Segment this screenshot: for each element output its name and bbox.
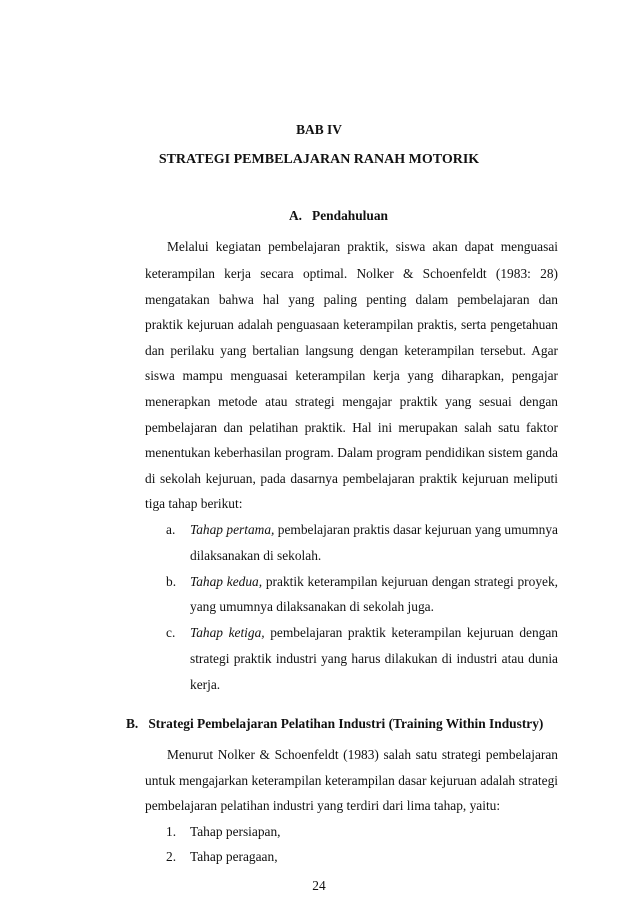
list-item-line [190,522,558,539]
chapter-label: BAB IV [296,122,342,137]
paragraph-line: dan perilaku yang bertalian langsung dengan keterampilan tersebut. Agar [145,343,558,358]
list-item-line [190,574,558,591]
paragraph-line: tiga tahap berikut: [145,496,243,511]
list-marker: c. [166,625,176,640]
list-item-line: kerja. [190,677,221,692]
list-item-text: pembelajaran praktik keterampilan kejuruan dengan [264,625,558,640]
paragraph-line: di sekolah kejuruan, pada dasarnya pembelajaran praktik kejuruan meliputi [145,471,558,486]
page-number: 24 [312,878,326,893]
paragraph-line: siswa mampu menguasai keterampilan kerja yang diharapkan, pengajar [145,368,558,383]
paragraph-line: pembelajaran pelatihan industri yang terdiri dari lima tahap, yaitu: [145,798,501,813]
list-item-text: praktik keterampilan kejuruan dengan strategi proyek, [262,574,558,589]
list-item-line: Tahap persiapan, [190,824,281,839]
section-b-heading: B. Strategi Pembelajaran Pelatihan Industri (Training Within Industry) [126,716,544,731]
list-item-line: Tahap peragaan, [190,849,278,864]
paragraph-line: pembelajaran dan pelatihan praktik. Hal ini merupakan salah satu faktor [145,420,558,435]
section-a-heading: A. Pendahuluan [289,208,388,223]
list-marker: a. [166,522,176,537]
list-item-term: Tahap kedua, [190,574,263,589]
paragraph-line: menerapkan metode atau strategi mengajar praktik yang sesuai dengan [145,394,558,409]
paragraph-line: Melalui kegiatan pembelajaran praktik, siswa akan dapat menguasai [167,239,558,254]
list-marker: b. [166,574,177,589]
list-item-line: yang umumnya dilaksanakan di sekolah juga. [190,599,434,614]
list-item-term: Tahap pertama, [190,522,275,537]
paragraph-line: mengatakan bahwa hal yang paling penting dalam pembelajaran dan [145,292,558,307]
paragraph-line: keterampilan kerja secara optimal. Nolker & Schoenfeldt (1983: 28) [145,266,558,281]
chapter-title: STRATEGI PEMBELAJARAN RANAH MOTORIK [158,152,480,167]
list-marker: 1. [166,824,177,839]
list-marker: 2. [166,849,177,864]
list-item-line: strategi praktik industri yang harus dilakukan di industri atau dunia [190,651,558,666]
paragraph-line: menentukan keberhasilan program. Dalam program pendidikan sistem ganda [145,445,558,460]
paragraph-line: praktik kejuruan adalah penguasaan keterampilan praktis, serta pengetahuan [145,317,558,332]
list-item-text: pembelajaran praktis dasar kejuruan yang umumnya [274,522,558,537]
paragraph-line: Menurut Nolker & Schoenfeldt (1983) salah satu strategi pembelajaran [167,747,558,762]
list-item-term: Tahap ketiga, [190,625,265,640]
list-item-line [190,625,558,642]
paragraph-line: untuk mengajarkan keterampilan keterampilan dasar kejuruan adalah strategi [145,773,558,788]
list-item-line: dilaksanakan di sekolah. [190,548,322,563]
